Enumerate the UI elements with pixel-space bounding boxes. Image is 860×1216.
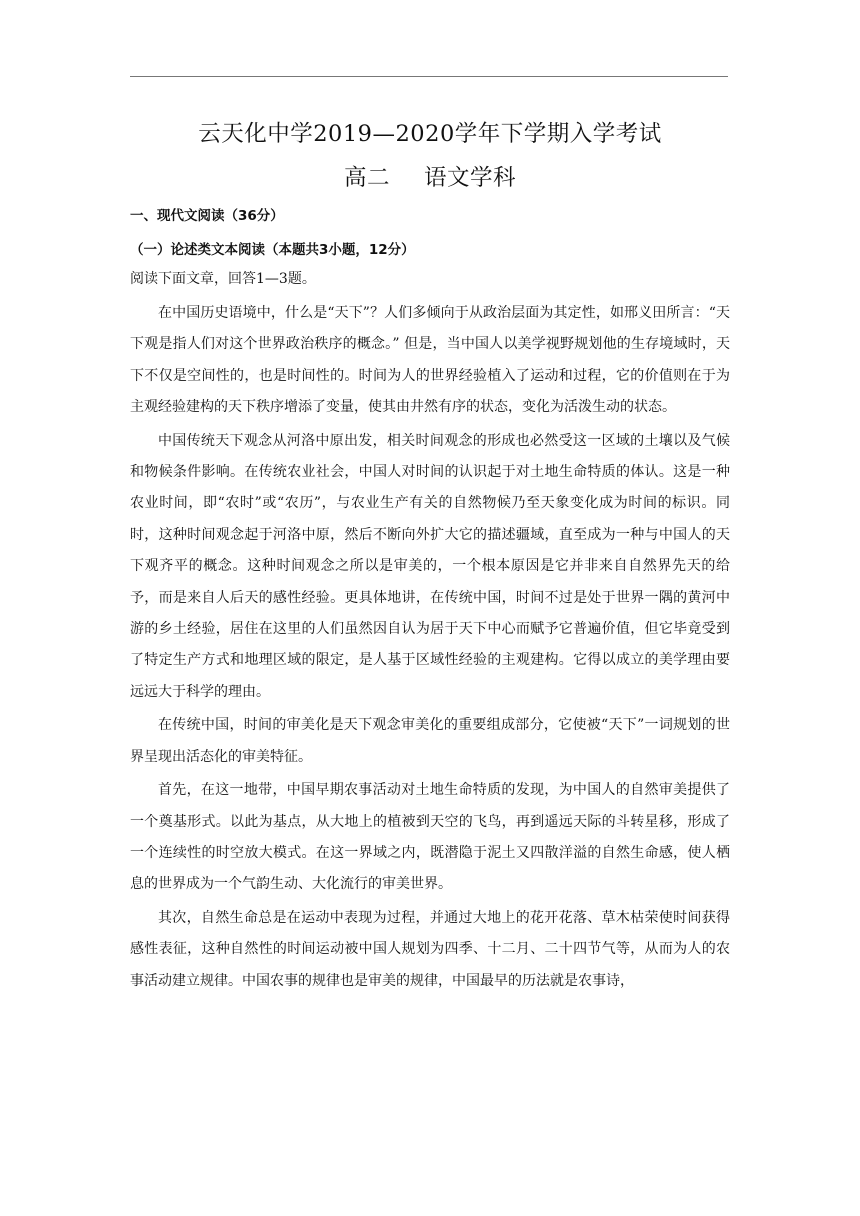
reading-instruction: 阅读下面文章，回答1—3题。 [130, 271, 316, 287]
article-body [130, 298, 730, 999]
exam-title: 云天化中学2019—2020学年下学期入学考试 [198, 121, 662, 147]
subject-label: 语文学科 [424, 165, 517, 191]
paragraph: 中国传统天下观念从河洛中原出发，相关时间观念的形成也必然受这一区域的土壤以及气候和物候条件影响。在传统农业社会，中国人对时间的认识起于对土地生命特质的体认。这是一种农业时间，即“农时”或“农历”，与农业生产有关的自然物候乃至天象变化成为时间的标识。同时，这种时间观念起于河洛中原，然后不断向外扩大它的描述疆域，直至成为一种与中国人的天下观齐平的概念。这种时间观念之所以是审美的，一个根本原因是它并非来自自然界先天的给予，而是来自人后天的感性经验。更具体地讲，在传统中国，时间不过是处于世界一隅的黄河中游的乡土经验，居住在这里的人们虽然因自认为居于天下中心而赋予它普遍价值，但它毕竟受到了特定生产方式和地理区域的限定，是人基于区域性经验的主观建构。它得以成立的美学理由要远远大于科学的理由。 [130, 432, 730, 700]
section-heading: 一、现代文阅读（36分） [130, 208, 284, 224]
paragraph: 其次，自然生命总是在运动中表现为过程，并通过大地上的花开花落、草木枯荣使时间获得感性表征，这种自然性的时间运动被中国人规划为四季、十二月、二十四节气等，从而为人的农事活动建立规律。中国农事的规律也是审美的规律，中国最早的历法就是农事诗， [130, 909, 730, 989]
exam-subtitle [0, 160, 860, 192]
section-subheading: （一）论述类文本阅读（本题共3小题，12分） [130, 242, 415, 258]
paragraph: 首先，在这一地带，中国早期农事活动对土地生命特质的发现，为中国人的自然审美提供了一个奠基形式。以此为基点，从大地上的植被到天空的飞鸟，再到遥远天际的斗转星移，形成了一个连续性的时空放大模式。在这一界域之内，既潜隐于泥土又四散洋溢的自然生命感，使人栖息的世界成为一个气韵生动、大化流行的审美世界。 [130, 782, 730, 893]
paragraph: 在中国历史语境中，什么是“天下”？人们多倾向于从政治层面为其定性，如邢义田所言：“天下观是指人们对这个世界政治秩序的概念。” 但是，当中国人以美学视野规划他的生存境域时，天下不仅是空间性的，也是时间性的。时间为人的世界经验植入了运动和过程，它的价值则在于为主观经验建构的天下秩序增添了变量，使其由井然有序的状态，变化为活泼生动的状态。 [130, 305, 730, 416]
header-rule [130, 76, 728, 77]
paragraph: 在传统中国，时间的审美化是天下观念审美化的重要组成部分，它使被“天下”一词规划的世界呈现出活态化的审美特征。 [130, 717, 730, 765]
grade-label: 高二 [343, 165, 390, 191]
